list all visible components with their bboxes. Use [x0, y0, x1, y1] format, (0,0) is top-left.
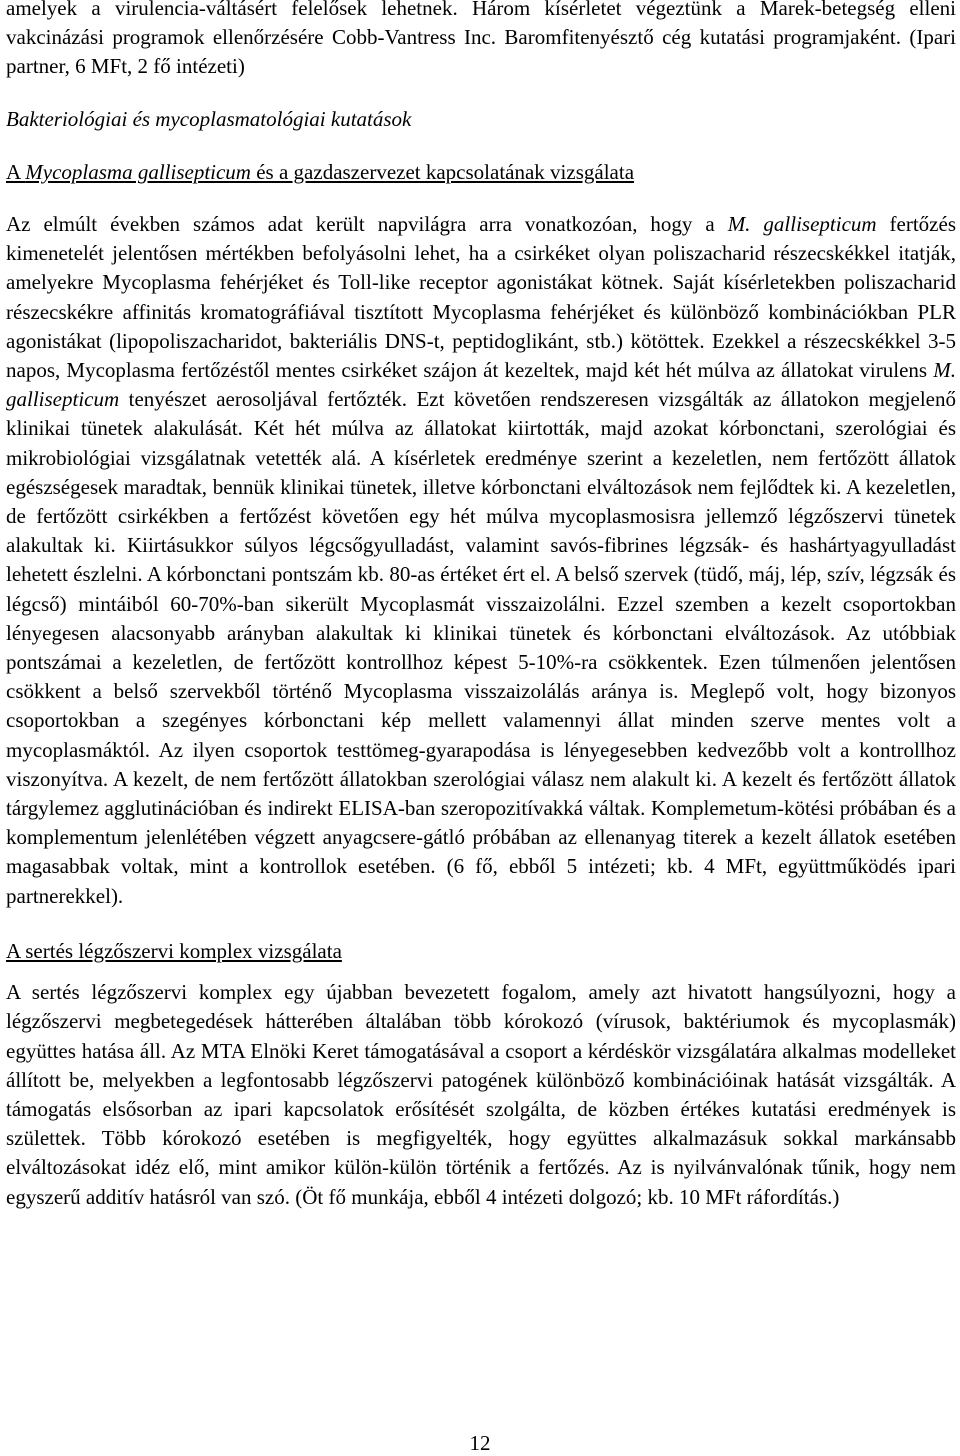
paragraph-text-2: fertőzés kimenetelét jelentősen mértékben befolyásolni lehet, ha a csirkéket olyan poliszacharid részecskékkel itatják, amelyekre Mycoplasma fehérjéket és Toll-like receptor agonistákat kötnek. Saját kísérletekben poliszacharid részecskékre affinitás kromatográfiával tisztított Mycoplasma fehérjéket és különböző kombinációkban PLR agonistákat (lipopoliszacharidot, bakteriális DNS-t, peptidoglikánt, stb.) kötöttek. Ezekkel a részecskékkel 3-5 napos, Mycoplasma fertőzéstől mentes csirkéket szájon át kezeltek, majd két hét múlva az állatokat virulens — [6, 212, 956, 383]
section-heading-swine-respiratory: A sertés légzőszervi komplex vizsgálata — [6, 938, 342, 963]
paragraph-text-3: tenyészet aerosoljával fertőzték. Ezt követően rendszeresen vizsgálták az állatokon megjelenő klinikai tünetek alakulását. Két hét múlva az állatokat kiirtották, majd azokat kórbonctani, szerológiai és mikrobiológiai vizsgálatnak vetették alá. A kísérletek eredménye szerint a kezeletlen, nem fertőzött állatok egészségesek maradtak, bennük klinikai tünetek, illetve kórbonctani elváltozások nem fejlődtek ki. A kezeletlen, de fertőzött csirkékben a fertőzést követően egy hét múlva mycoplasmosisra jellemző légzőszervi tünetek alakultak ki. Kiirtásukkor súlyos légcsőgyulladást, valamint savós-fibrines légzsák- és hashártyagyulladást lehetett észlelni. A kórbonctani pontszám kb. 80-as értéket ért el. A belső szervek (tüdő, máj, lép, szív, légzsák és légcső) mintáiból 60-70%-ban sikerült Mycoplasmát visszaizolálni. Ezzel szemben a kezelt csoportokban lényegesen alacsonyabb arányban alakultak ki klinikai tünetek és kórbonctani elváltozások. Az utóbbiak pontszámai a kezeletlen, de fertőzött kontrollhoz képest 5-10%-ra csökkentek. Ezen túlmenően jelentősen csökkent a belső szervekből történő Mycoplasma visszaizolálás aránya is. Meglepő volt, hogy bizonyos csoportokban a szegényes kórbonctani kép mellett valamennyi állat minden szerve mentes volt a mycoplasmáktól. Az ilyen csoportok testtömeg-gyarapodása is lényegesebben kedvezőbb volt a kontrollhoz viszonyítva. A kezelt, de nem fertőzött állatokban szerológiai válasz nem alakult ki. A kezelt és fertőzött állatok tárgylemez agglutinációban és indirekt ELISA-ban szeropozitívakká váltak. Komplemetum-kötési próbában és a komplementum jelenlétében végzett anyagcsere-gátló próbában az ellenanyag titerek a kezelt állatok esetében magasabbak voltak, mint a kontrollok esetében. (6 fő, ebből 5 intézeti; kb. 4 MFt, együttműködés ipari partnerekkel). — [6, 387, 956, 908]
mycoplasma-paragraph — [6, 210, 956, 911]
section-heading-bacteriology: Bakteriológiai és mycoplasmatológiai kutatások — [6, 106, 412, 131]
species-name-1: M. gallisepticum — [727, 212, 877, 237]
species-name-2: M. gallisepticum — [6, 358, 956, 412]
heading-species: Mycoplasma gallisepticum — [25, 159, 251, 184]
swine-respiratory-paragraph: A sertés légzőszervi komplex egy újabban bevezetett fogalom, amely azt hivatott hangsúlyozni, hogy a légzőszervi megbetegedések hátterében általában több kórokozó (vírusok, baktériumok és mycoplasmák) együttes hatása áll. Az MTA Elnöki Keret támogatásával a csoport a kérdéskör vizsgálatára alkalmas modelleket állított be, melyekben a legfontosabb légzőszervi patogének különböző kombinációinak hatását vizsgálták. A támogatás elsősorban az ipari kapcsolatok erősítését szolgálta, de közben értékes kutatási eredmények is születtek. Több kórokozó esetében is megfigyelték, hogy együttes alkalmazásuk sokkal markánsabb elváltozásokat idéz elő, mint amikor külön-külön történik a fertőzés. Az is nyilvánvalónak tűnik, hogy nem egyszerű additív hatásról van szó. (Öt fő munkája, ebből 4 intézeti dolgozó; kb. 10 MFt ráfordítás.) — [6, 980, 956, 1209]
heading-suffix: és a gazdaszervezet kapcsolatának vizsgálata — [250, 159, 635, 184]
page-number: 12 — [469, 1431, 491, 1455]
heading-prefix: A — [6, 159, 26, 184]
intro-paragraph: amelyek a virulencia-váltásért felelősek lehetnek. Három kísérletet végeztünk a Marek-betegség elleni vakcinázási programok ellenőrzésére Cobb-Vantress Inc. Baromfitenyésztő cég kutatási programjaként. (Ipari partner, 6 MFt, 2 fő intézeti) — [6, 0, 956, 79]
subsection-heading-mycoplasma — [6, 158, 956, 187]
paragraph-text-1: Az elmúlt években számos adat került napvilágra arra vonatkozóan, hogy a — [6, 212, 728, 237]
document-page — [6, 0, 956, 1212]
